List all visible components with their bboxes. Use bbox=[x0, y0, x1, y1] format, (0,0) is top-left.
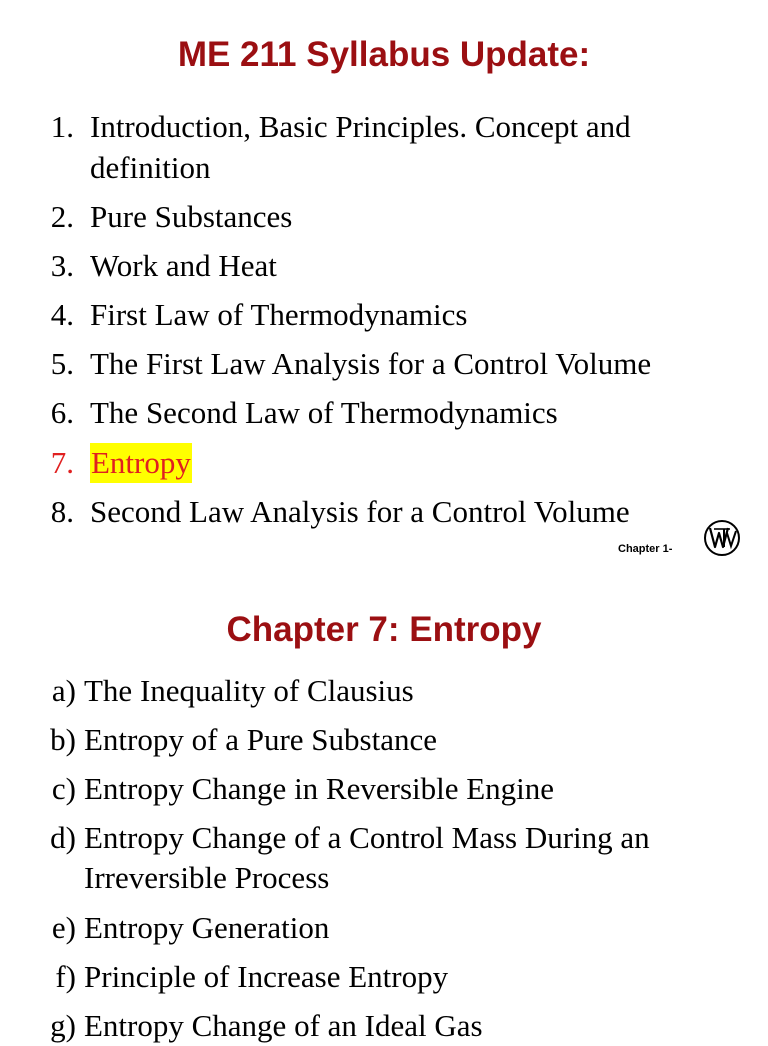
list-letter: a) bbox=[51, 673, 76, 708]
list-number: 6. bbox=[50, 395, 74, 430]
wiley-logo-icon bbox=[703, 519, 741, 557]
slide-footer: Chapter 1- bbox=[618, 543, 673, 555]
list-number: 3. bbox=[50, 248, 74, 283]
list-letter: e) bbox=[51, 910, 76, 945]
list-text: Entropy Generation bbox=[84, 910, 330, 945]
list-number: 8. bbox=[50, 494, 74, 529]
list-number: 7. bbox=[50, 445, 74, 480]
list-letter: f) bbox=[55, 959, 76, 994]
list-text: Entropy of a Pure Substance bbox=[84, 722, 437, 757]
list-letter: g) bbox=[50, 1008, 76, 1043]
list-text: The First Law Analysis for a Control Volume bbox=[90, 346, 652, 381]
list-text: Pure Substances bbox=[90, 199, 293, 234]
list-number: 1. bbox=[50, 109, 74, 144]
list-text: The Inequality of Clausius bbox=[84, 673, 414, 708]
list-text: Introduction, Basic Principles. Concept and bbox=[90, 109, 631, 144]
list-text: Entropy Change of a Control Mass During an bbox=[84, 820, 650, 855]
list-text: Irreversible Process bbox=[84, 860, 330, 895]
list-text: Work and Heat bbox=[90, 248, 277, 283]
list-number: 5. bbox=[50, 346, 74, 381]
highlighted-text: Entropy bbox=[90, 443, 192, 483]
list-text: definition bbox=[90, 150, 211, 185]
list-letter: c) bbox=[51, 771, 76, 806]
list-text: Second Law Analysis for a Control Volume bbox=[90, 494, 630, 529]
list-number: 2. bbox=[50, 199, 74, 234]
list-number: 4. bbox=[50, 297, 74, 332]
list-text: Entropy Change of an Ideal Gas bbox=[84, 1008, 483, 1043]
list-text: Entropy Change in Reversible Engine bbox=[84, 771, 555, 806]
list-text: Principle of Increase Entropy bbox=[84, 959, 449, 994]
list-text: The Second Law of Thermodynamics bbox=[90, 395, 558, 430]
slide2-title: Chapter 7: Entropy bbox=[226, 610, 542, 649]
list-text: First Law of Thermodynamics bbox=[90, 297, 468, 332]
list-letter: d) bbox=[50, 820, 76, 855]
slide1-title: ME 211 Syllabus Update: bbox=[177, 35, 591, 74]
list-letter: b) bbox=[50, 722, 76, 757]
